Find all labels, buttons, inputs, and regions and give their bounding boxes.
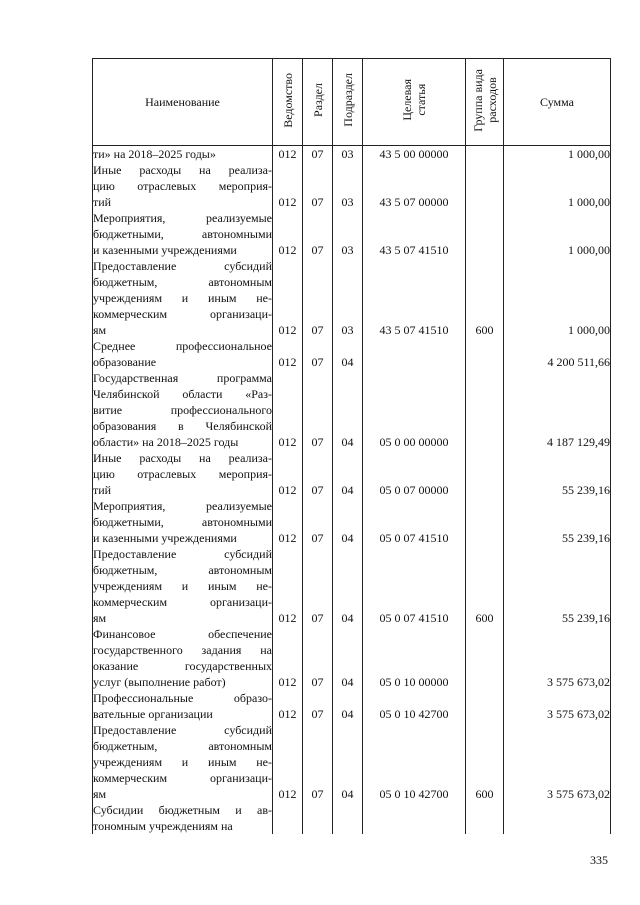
cell-razdel: 07 — [303, 450, 333, 498]
row-name-line: Иные расходы на реализа- — [93, 163, 272, 177]
table-row — [93, 338, 611, 370]
table-row — [93, 450, 611, 498]
table-row — [93, 370, 611, 450]
header-podrazdel: Подраздел — [333, 59, 363, 146]
row-name-line: бюджетным, автономным — [93, 739, 272, 753]
table-row — [93, 626, 611, 690]
row-name-line: Предоставление субсидий — [93, 723, 272, 737]
cell-gruppa-vida-rashodov — [466, 338, 504, 370]
row-name-line: ям — [93, 787, 107, 801]
cell-podrazdel: 04 — [333, 498, 363, 546]
cell-vedomstvo: 012 — [273, 626, 303, 690]
cell-razdel: 07 — [303, 370, 333, 450]
row-name-line: образования в Челябинской — [93, 419, 272, 433]
cell-podrazdel: 03 — [333, 146, 363, 163]
cell-vedomstvo: 012 — [273, 370, 303, 450]
cell-podrazdel: 04 — [333, 690, 363, 722]
row-name-line: коммерческим организаци- — [93, 307, 272, 321]
row-name-line: Субсидии бюджетным и ав- — [93, 803, 272, 817]
cell-vedomstvo: 012 — [273, 722, 303, 802]
cell-tselevaya-statya: 05 0 07 41510 — [363, 498, 466, 546]
cell-razdel: 07 — [303, 690, 333, 722]
cell-podrazdel: 04 — [333, 370, 363, 450]
cell-vedomstvo: 012 — [273, 690, 303, 722]
cell-gruppa-vida-rashodov — [466, 802, 504, 834]
cell-razdel: 07 — [303, 162, 333, 210]
row-name-line: области» на 2018–2025 годы — [93, 435, 239, 449]
row-name — [93, 370, 273, 450]
header-summa: Сумма — [504, 59, 611, 146]
cell-gruppa-vida-rashodov: 600 — [466, 258, 504, 338]
cell-razdel: 07 — [303, 338, 333, 370]
cell-tselevaya-statya: 05 0 07 00000 — [363, 450, 466, 498]
row-name — [93, 258, 273, 338]
cell-summa — [504, 802, 611, 834]
table-row — [93, 498, 611, 546]
row-name-line: и казенными учреждениями — [93, 243, 237, 257]
table-row — [93, 210, 611, 258]
cell-vedomstvo: 012 — [273, 546, 303, 626]
row-name-line: бюджетным, автономным — [93, 563, 272, 577]
cell-vedomstvo: 012 — [273, 162, 303, 210]
row-name-line: тий — [93, 195, 112, 209]
cell-razdel: 07 — [303, 546, 333, 626]
cell-gruppa-vida-rashodov — [466, 690, 504, 722]
row-name-line: цию отраслевых мероприя- — [93, 179, 272, 193]
table-header-row — [93, 59, 611, 146]
cell-summa: 55 239,16 — [504, 450, 611, 498]
row-name-line: коммерческим организаци- — [93, 595, 272, 609]
cell-gruppa-vida-rashodov — [466, 498, 504, 546]
cell-vedomstvo: 012 — [273, 258, 303, 338]
row-name-line: ти» на 2018–2025 годы» — [93, 147, 216, 161]
cell-summa: 3 575 673,02 — [504, 722, 611, 802]
row-name-line: Мероприятия, реализуемые — [93, 499, 272, 513]
cell-vedomstvo — [273, 802, 303, 834]
table-body — [93, 146, 611, 835]
cell-podrazdel: 04 — [333, 546, 363, 626]
row-name — [93, 146, 273, 163]
cell-summa: 1 000,00 — [504, 162, 611, 210]
table-row — [93, 258, 611, 338]
cell-tselevaya-statya — [363, 338, 466, 370]
table-row — [93, 162, 611, 210]
cell-podrazdel: 04 — [333, 450, 363, 498]
cell-podrazdel: 04 — [333, 626, 363, 690]
row-name — [93, 498, 273, 546]
row-name-line: Предоставление субсидий — [93, 547, 272, 561]
row-name-line: и казенными учреждениями — [93, 531, 237, 545]
table-row — [93, 690, 611, 722]
cell-tselevaya-statya: 43 5 07 00000 — [363, 162, 466, 210]
cell-tselevaya-statya: 43 5 07 41510 — [363, 210, 466, 258]
row-name-line: Государственная программа — [93, 371, 272, 385]
row-name-line: Среднее профессиональное — [93, 339, 272, 353]
row-name-line: учреждениям и иным не- — [93, 755, 272, 769]
row-name-line: Финансовое обеспечение — [93, 627, 272, 641]
row-name-line: Челябинской области «Раз- — [93, 387, 272, 401]
cell-razdel: 07 — [303, 146, 333, 163]
row-name-line: тономным учреждениям на — [93, 819, 233, 833]
cell-summa: 4 200 511,66 — [504, 338, 611, 370]
cell-gruppa-vida-rashodov — [466, 450, 504, 498]
cell-tselevaya-statya: 43 5 07 41510 — [363, 258, 466, 338]
cell-razdel: 07 — [303, 258, 333, 338]
row-name-line: бюджетными, автономными — [93, 515, 272, 529]
cell-gruppa-vida-rashodov — [466, 162, 504, 210]
cell-summa: 3 575 673,02 — [504, 690, 611, 722]
row-name-line: вательные организации — [93, 707, 213, 721]
cell-summa: 4 187 129,49 — [504, 370, 611, 450]
cell-vedomstvo: 012 — [273, 498, 303, 546]
cell-vedomstvo: 012 — [273, 146, 303, 163]
cell-podrazdel: 03 — [333, 258, 363, 338]
row-name-line: ям — [93, 323, 107, 337]
cell-gruppa-vida-rashodov — [466, 210, 504, 258]
cell-tselevaya-statya: 05 0 10 00000 — [363, 626, 466, 690]
cell-summa: 3 575 673,02 — [504, 626, 611, 690]
row-name — [93, 338, 273, 370]
cell-vedomstvo: 012 — [273, 210, 303, 258]
header-tselevaya-statya: Целевая статья — [363, 59, 466, 146]
page-number: 335 — [590, 853, 608, 867]
cell-gruppa-vida-rashodov — [466, 626, 504, 690]
cell-razdel: 07 — [303, 210, 333, 258]
row-name-line: бюджетным, автономным — [93, 275, 272, 289]
cell-razdel — [303, 802, 333, 834]
cell-podrazdel: 03 — [333, 210, 363, 258]
row-name-line: цию отраслевых мероприя- — [93, 467, 272, 481]
cell-summa: 1 000,00 — [504, 210, 611, 258]
table-row — [93, 546, 611, 626]
cell-razdel: 07 — [303, 498, 333, 546]
row-name — [93, 546, 273, 626]
cell-podrazdel — [333, 802, 363, 834]
cell-vedomstvo: 012 — [273, 450, 303, 498]
cell-summa: 55 239,16 — [504, 498, 611, 546]
cell-razdel: 07 — [303, 722, 333, 802]
header-gruppa-vida-rashodov: Группа вида расходов — [466, 59, 504, 146]
row-name-line: государственного задания на — [93, 643, 272, 657]
row-name — [93, 626, 273, 690]
row-name — [93, 690, 273, 722]
row-name-line: учреждениям и иным не- — [93, 291, 272, 305]
row-name-line: Иные расходы на реализа- — [93, 451, 272, 465]
budget-table — [92, 58, 611, 834]
cell-podrazdel: 04 — [333, 338, 363, 370]
table-row — [93, 146, 611, 163]
cell-tselevaya-statya: 43 5 00 00000 — [363, 146, 466, 163]
header-razdel: Раздел — [303, 59, 333, 146]
cell-podrazdel: 03 — [333, 162, 363, 210]
row-name — [93, 162, 273, 210]
header-name: Наименование — [93, 59, 273, 146]
row-name-line: Профессиональные образо- — [93, 691, 272, 705]
row-name-line: бюджетными, автономными — [93, 227, 272, 241]
cell-tselevaya-statya: 05 0 10 42700 — [363, 690, 466, 722]
row-name-line: оказание государственных — [93, 659, 272, 673]
row-name-line: коммерческим организаци- — [93, 771, 272, 785]
cell-tselevaya-statya: 05 0 00 00000 — [363, 370, 466, 450]
cell-summa: 1 000,00 — [504, 146, 611, 163]
cell-tselevaya-statya — [363, 802, 466, 834]
row-name — [93, 722, 273, 802]
row-name-line: ям — [93, 611, 107, 625]
row-name — [93, 802, 273, 834]
cell-summa: 1 000,00 — [504, 258, 611, 338]
row-name-line: Предоставление субсидий — [93, 259, 272, 273]
row-name-line: услуг (выполнение работ) — [93, 675, 226, 689]
row-name-line: витие профессионального — [93, 403, 272, 417]
row-name — [93, 210, 273, 258]
table-row — [93, 722, 611, 802]
table-row — [93, 802, 611, 834]
row-name — [93, 450, 273, 498]
cell-vedomstvo: 012 — [273, 338, 303, 370]
cell-gruppa-vida-rashodov: 600 — [466, 546, 504, 626]
cell-tselevaya-statya: 05 0 07 41510 — [363, 546, 466, 626]
cell-gruppa-vida-rashodov — [466, 370, 504, 450]
row-name-line: тий — [93, 483, 112, 497]
row-name-line: Мероприятия, реализуемые — [93, 211, 272, 225]
cell-gruppa-vida-rashodov: 600 — [466, 722, 504, 802]
header-vedomstvo: Ведомство — [273, 59, 303, 146]
cell-gruppa-vida-rashodov — [466, 146, 504, 163]
row-name-line: образование — [93, 355, 157, 369]
cell-razdel: 07 — [303, 626, 333, 690]
cell-summa: 55 239,16 — [504, 546, 611, 626]
row-name-line: учреждениям и иным не- — [93, 579, 272, 593]
cell-podrazdel: 04 — [333, 722, 363, 802]
cell-tselevaya-statya: 05 0 10 42700 — [363, 722, 466, 802]
